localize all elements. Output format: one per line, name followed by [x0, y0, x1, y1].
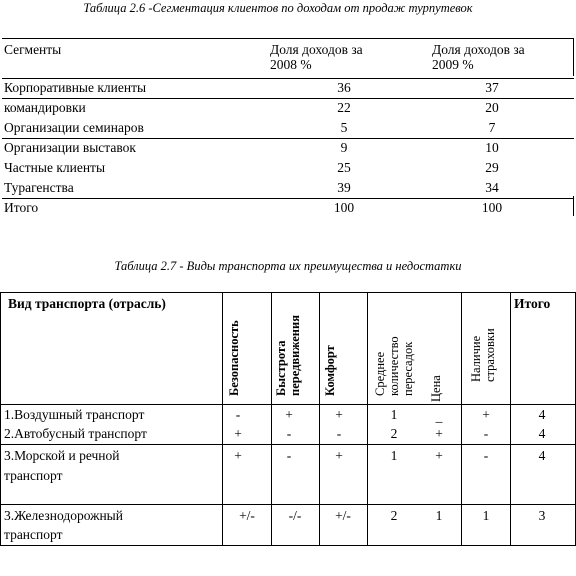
table-row-total: 4 — [538, 407, 546, 422]
table-row-total: 4 — [538, 448, 546, 463]
table-row-price: _ — [435, 409, 443, 424]
row-rule — [2, 78, 574, 79]
table-row-name: Организации выставок — [4, 140, 136, 155]
table-row-speed: + — [285, 407, 293, 422]
table-row-safety: + — [234, 448, 242, 463]
table-row-name: Турагенства — [4, 180, 74, 195]
table-row-comfort: + — [335, 407, 343, 422]
header-count-line1: Среднее — [373, 351, 387, 396]
table-row-name: 3.Морской и речной — [4, 448, 120, 463]
table-row-price: + — [435, 448, 443, 463]
table-row-2009: 100 — [481, 200, 503, 215]
row-rule — [2, 98, 574, 99]
table-row-2009: 10 — [485, 140, 499, 155]
col-line — [461, 292, 462, 546]
table-row-name: 2.Автобусный транспорт — [4, 426, 147, 441]
row-rule — [2, 138, 574, 139]
table-row-comfort: - — [336, 426, 342, 441]
table-row-name: командировки — [4, 100, 86, 115]
col-line — [0, 292, 1, 546]
table-row-insurance: + — [482, 407, 490, 422]
header-count-line2: количество — [387, 336, 401, 396]
table-row-2009: 20 — [485, 100, 499, 115]
header-speed-line2: передвижения — [288, 315, 302, 396]
table-row-speed: - — [286, 448, 292, 463]
table-row-total: 4 — [538, 426, 546, 441]
table-row-name-line2: транспорт — [4, 468, 63, 483]
table-row-safety: +/- — [239, 508, 255, 523]
table-row-comfort: +/- — [335, 508, 351, 523]
col-line — [319, 292, 320, 546]
table-row-count: 1 — [390, 448, 398, 463]
header-insurance-line2: страховки — [483, 328, 497, 382]
table-row-2009: 7 — [488, 120, 496, 135]
table-right-edge — [573, 38, 574, 76]
table-row-insurance: - — [483, 426, 489, 441]
table-top-rule — [2, 38, 574, 39]
table-row-price: 1 — [435, 508, 443, 523]
header-segments: Сегменты — [4, 42, 62, 57]
header-price: Цена — [429, 375, 443, 402]
table-row-count: 1 — [390, 407, 398, 422]
table-right-edge-bottom — [573, 196, 574, 216]
table-row-total: 3 — [538, 508, 546, 523]
table-row-2009: 34 — [485, 180, 499, 195]
table-row-price: + — [435, 426, 443, 441]
table-row-safety: + — [234, 426, 242, 441]
table-row-insurance: - — [483, 448, 489, 463]
table-row-2008: 22 — [337, 100, 351, 115]
table-row-speed: -/- — [288, 508, 302, 523]
table-row-2008: 36 — [337, 80, 351, 95]
table-row-name: Организации семинаров — [4, 120, 144, 135]
table-row-comfort: + — [335, 448, 343, 463]
row-rule — [0, 444, 576, 445]
table-row-2009: 29 — [485, 160, 499, 175]
table-row-name: Частные клиенты — [4, 160, 106, 175]
table-bottom-rule — [0, 545, 576, 546]
table-row-count: 2 — [390, 426, 398, 441]
table-row-speed: - — [286, 426, 292, 441]
table-row-2009: 37 — [485, 80, 499, 95]
header-2009-line1: Доля доходов за — [432, 42, 525, 57]
transport-comparison-table — [0, 292, 576, 546]
header-2008-line1: Доля доходов за — [270, 42, 363, 57]
header-safety: Безопасность — [227, 320, 241, 396]
row-rule — [2, 198, 574, 199]
table-row-name: 1.Воздушный транспорт — [4, 407, 145, 422]
table-row-2008: 39 — [337, 180, 351, 195]
table-row-2008: 5 — [340, 120, 348, 135]
table-row-count: 2 — [390, 508, 398, 523]
table-row-name-line2: транспорт — [4, 527, 63, 542]
header-speed-line1: Быстрота — [274, 340, 288, 396]
table-2-6-caption: Таблица 2.6 -Сегментация клиентов по доходам от продаж турпутевок — [83, 1, 473, 15]
table-row-2008: 25 — [337, 160, 351, 175]
col-line — [271, 292, 272, 546]
header-2009-line2: 2009 % — [432, 57, 474, 72]
table-top-rule — [0, 292, 576, 293]
row-rule — [0, 504, 576, 505]
table-row-safety: - — [235, 407, 241, 422]
col-line — [222, 292, 223, 546]
table-row-name: 3.Железнодорожный — [4, 508, 123, 523]
header-transport-type: Вид транспорта (отрасль) — [8, 296, 166, 311]
header-comfort: Комфорт — [323, 345, 337, 396]
col-line — [367, 292, 368, 546]
table-row-2008: 9 — [340, 140, 348, 155]
table-row-2008: 100 — [333, 200, 355, 215]
table-row-name: Корпоративные клиенты — [4, 80, 147, 95]
header-2008-line2: 2008 % — [270, 57, 312, 72]
table-row-insurance: 1 — [482, 508, 490, 523]
col-line — [510, 292, 511, 546]
header-bottom-rule — [0, 404, 576, 405]
header-count-line3: пересадок — [401, 341, 415, 396]
header-total: Итого — [514, 296, 551, 311]
table-row-name: Итого — [4, 200, 39, 215]
table-2-7-caption: Таблица 2.7 - Виды транспорта их преимущества и недостатки — [114, 259, 462, 273]
header-insurance-line1: Наличие — [469, 335, 483, 382]
